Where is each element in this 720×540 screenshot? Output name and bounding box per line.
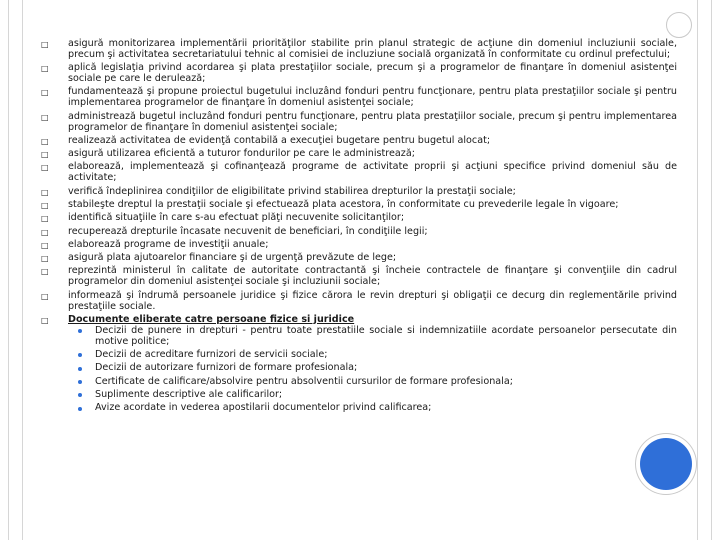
document-item [78,350,677,361]
list-item-text: fundamentează şi propune proiectul bugetului incluzând fonduri pentru funcţionare, pentru plata prestaţiilor sociale şi pentru implementarea programelor de finanţare în domeniul asistenţei sociale; [68,86,677,109]
list-item-text: asigură plata ajutoarelor financiare şi de urgenţă prevăzute de lege; [68,252,397,264]
slide-content [41,39,677,416]
blue-dot-bullet-icon [78,353,82,357]
open-square-bullet-icon: □ [41,40,49,49]
list-item [41,291,677,313]
list-item-text: asigură utilizarea eficientă a tuturor fondurilor pe care le administrează; [68,148,415,160]
list-item-text: stabileşte dreptul la prestaţii sociale şi efectuează plata acestora, în conformitate cu prevederile legale în vigoare; [68,198,619,210]
document-item [78,377,677,388]
list-item [41,39,677,61]
document-item-text: Decizii de acreditare furnizori de servicii sociale; [95,348,328,360]
list-item [41,213,677,224]
blue-dot-bullet-icon [78,380,82,384]
blue-dot-bullet-icon [78,393,82,397]
open-square-bullet-icon: □ [41,254,49,264]
document-item-text: Decizii de autorizare furnizori de formare profesionala; [95,362,358,374]
list-item [41,227,677,238]
open-square-bullet-icon: □ [41,227,49,237]
decorative-circle-outline [666,12,692,38]
blue-dot-bullet-icon [78,367,82,371]
list-item [41,63,677,85]
documents-section [41,315,677,414]
open-square-bullet-icon: □ [41,200,49,210]
list-item-text: realizează activitatea de evidenţă contabilă a execuţiei bugetare pentru bugetul alocat; [68,134,491,146]
list-item [41,87,677,109]
documents-heading: Documente eliberate catre persoane fizice si juridice [68,313,355,325]
document-item-text: Suplimente descriptive ale calificarilor; [95,388,283,400]
open-square-bullet-icon: □ [41,150,49,160]
list-item-text: verifică îndeplinirea condiţiilor de eligibilitate privind stabilirea drepturilor la prestaţii sociale; [68,185,516,197]
document-item [78,326,677,348]
list-item-text: informează şi îndrumă persoanele juridice şi fizice cărora le revin drepturi şi obligaţii ce decurg din reglementările privind prestaţiile sociale. [68,289,677,312]
list-item-text: identifică situaţiile în care s-au efectuat plăţi necuvenite solicitanţilor; [68,212,405,224]
list-item [41,266,677,288]
document-item-text: Certificate de calificare/absolvire pentru absolventii cursurilor de formare profesionala; [95,375,513,387]
list-item-text: aplică legislaţia privind acordarea şi plata prestaţiilor sociale, precum şi a programelor de finanţare în domeniul asistenţei sociale pe care le derulează; [68,62,677,85]
list-item-text: recuperează drepturile încasate necuvenit de beneficiari, în condiţiile legii; [68,225,428,237]
document-item [78,363,677,374]
list-item [41,136,677,147]
list-item-text: elaborează programe de investiţii anuale; [68,238,269,250]
list-item [41,162,677,184]
open-square-bullet-icon: □ [41,112,49,122]
list-item [41,187,677,198]
open-square-bullet-icon: □ [41,291,49,301]
slide-frame-left [8,0,23,540]
document-item-text: Decizii de punere in drepturi - pentru toate prestatiile sociale si indemnizatiile acordate persoanelor persecutate din motive politice; [95,324,677,347]
responsibilities-list [41,39,677,414]
list-item [41,149,677,160]
document-item [78,403,677,414]
open-square-bullet-icon: □ [41,187,49,197]
blue-dot-bullet-icon [78,329,82,333]
document-item-text: Avize acordate in vederea apostilarii documentelor privind calificarea; [95,402,432,414]
list-item-text: elaborează, implementează şi cofinanţează programe de activitate proprii şi acţiuni specifice privind domeniul său de activitate; [68,161,677,184]
open-square-bullet-icon: □ [41,88,49,98]
list-item [41,200,677,211]
documents-list [68,326,677,414]
document-item [78,390,677,401]
decorative-circle-blue [640,438,692,490]
open-square-bullet-icon: □ [41,136,49,146]
open-square-bullet-icon: □ [41,315,49,325]
slide-frame-right [697,0,712,540]
open-square-bullet-icon: □ [41,240,49,250]
list-item-text: administrează bugetul incluzând fonduri pentru funcţionare, pentru plata prestaţiilor sociale, precum şi pentru implementarea programelor de finanţare în domeniul asistenţei sociale; [68,110,677,133]
list-item-text: asigură monitorizarea implementării priorităţilor stabilite prin planul strategic de acţiune din domeniul incluziunii sociale, precum şi activitatea secretariatului tehnic al comisiei de incluziune socială organizată în conformitate cu ordinul prefectului; [68,38,677,60]
open-square-bullet-icon: □ [41,214,49,224]
open-square-bullet-icon: □ [41,64,49,74]
open-square-bullet-icon: □ [41,163,49,173]
list-item [41,240,677,251]
list-item [41,253,677,264]
list-item-text: reprezintă ministerul în calitate de autoritate contractantă şi încheie contractele de finanţare şi convenţiile din cadrul programelor din domeniul asistenţei sociale şi incluziunii sociale; [68,265,677,288]
open-square-bullet-icon: □ [41,267,49,277]
list-item [41,112,677,134]
blue-dot-bullet-icon [78,407,82,411]
